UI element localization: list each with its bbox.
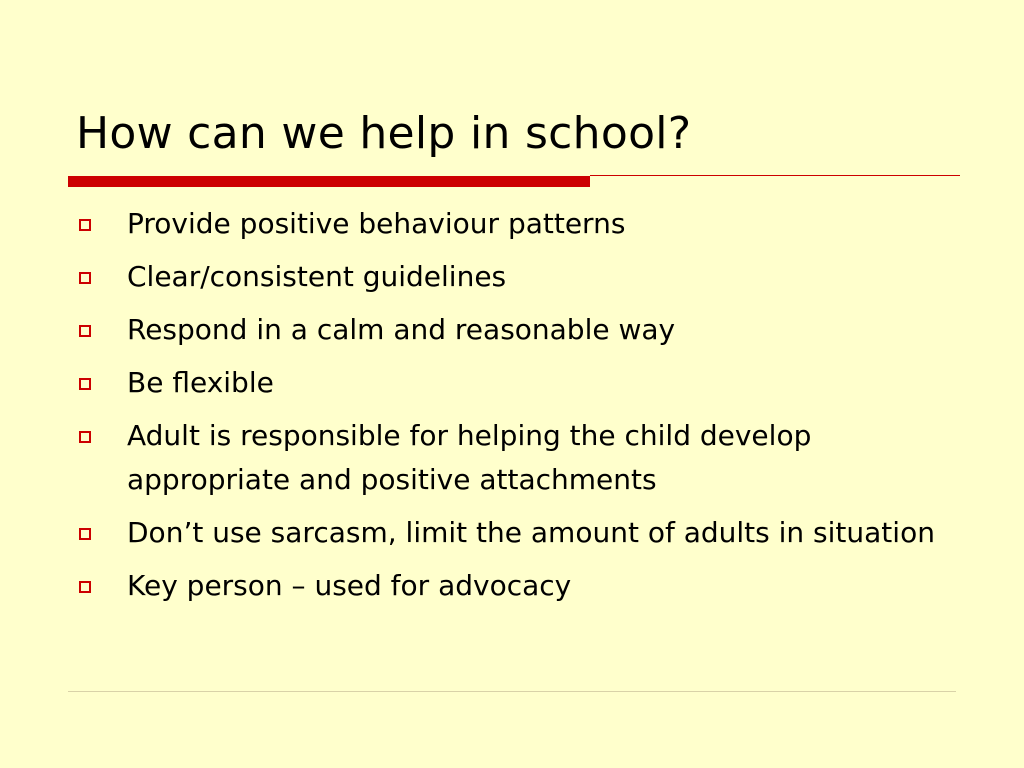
hollow-square-bullet-icon — [79, 528, 91, 540]
bullet-item — [74, 361, 964, 405]
bullet-text: Respond in a calm and reasonable way — [127, 313, 676, 346]
bullet-item — [74, 414, 964, 502]
hollow-square-bullet-icon — [79, 581, 91, 593]
bullet-text: Provide positive behaviour patterns — [127, 207, 626, 240]
hollow-square-bullet-icon — [79, 272, 91, 284]
bullet-item — [74, 564, 964, 608]
bullet-text: Be flexible — [127, 366, 274, 399]
bullet-text: Don’t use sarcasm, limit the amount of adults in situation — [127, 516, 935, 549]
hollow-square-bullet-icon — [79, 378, 91, 390]
bullet-list — [74, 202, 964, 617]
footer-divider — [68, 691, 956, 692]
hollow-square-bullet-icon — [79, 219, 91, 231]
slide-title: How can we help in school? — [76, 108, 692, 159]
bullet-text: Adult is responsible for helping the child develop appropriate and positive attachments — [127, 419, 812, 496]
title-underline-thin — [590, 175, 960, 176]
hollow-square-bullet-icon — [79, 325, 91, 337]
hollow-square-bullet-icon — [79, 431, 91, 443]
title-underline-thick — [68, 176, 590, 187]
bullet-item — [74, 511, 964, 555]
bullet-item — [74, 308, 964, 352]
bullet-text: Clear/consistent guidelines — [127, 260, 507, 293]
bullet-text: Key person – used for advocacy — [127, 569, 572, 602]
bullet-item — [74, 255, 964, 299]
bullet-item — [74, 202, 964, 246]
